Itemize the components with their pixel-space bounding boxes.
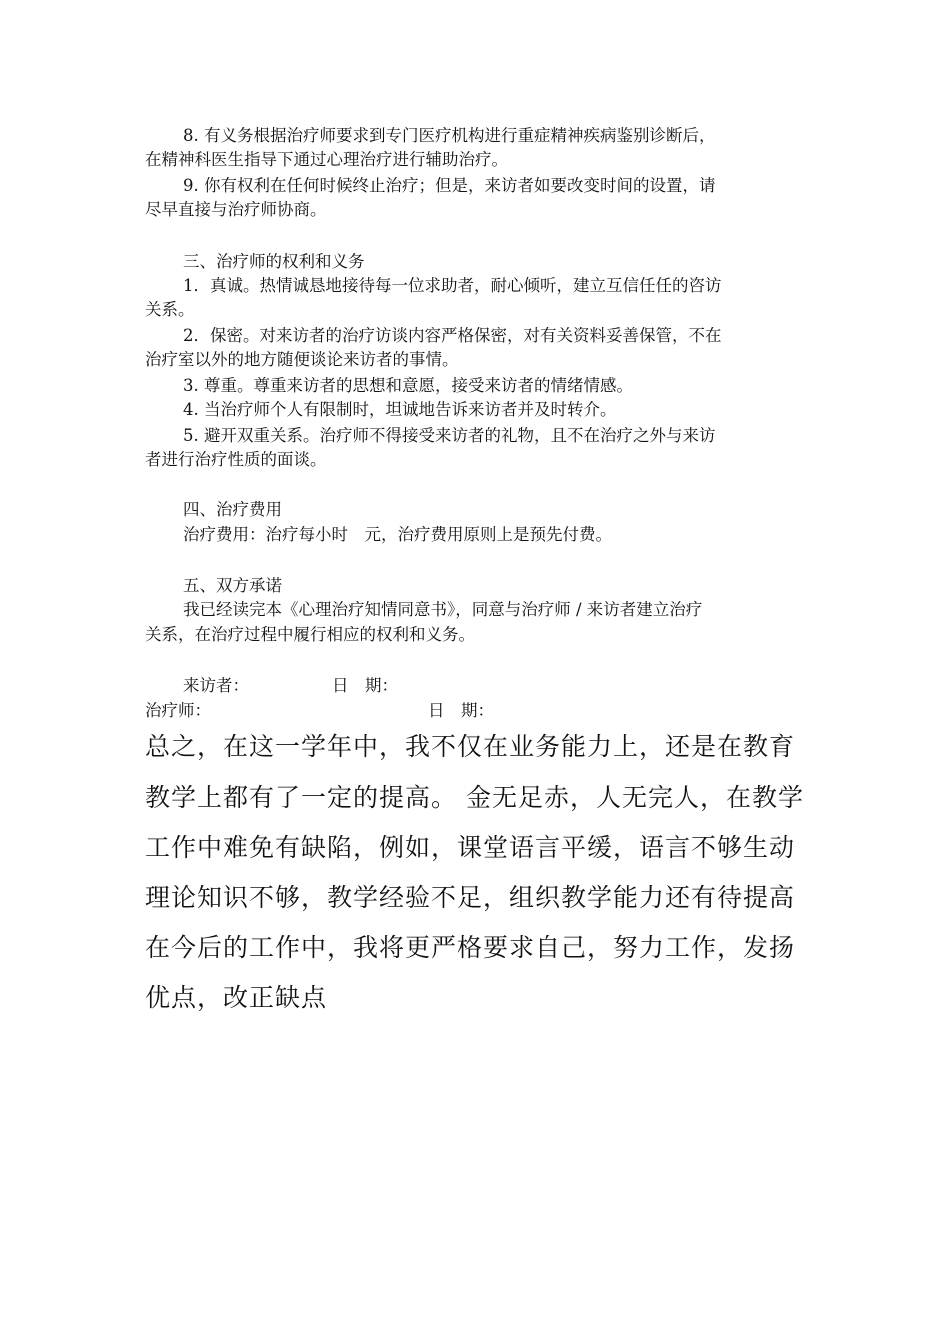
section-3-line: 者进行治疗性质的面谈。: [145, 450, 327, 469]
item-9-line-1: 9. 你有权利在任何时候终止治疗；但是，来访者如要改变时间的设置，请: [183, 176, 716, 195]
summary-line: 理论知识不够，教学经验不足，组织教学能力还有待提高: [145, 883, 796, 912]
item-8-line-2: 在精神科医生指导下通过心理治疗进行辅助治疗。: [145, 150, 508, 169]
therapist-date-label: 日 期：: [428, 701, 494, 720]
summary-line: 工作中难免有缺陷，例如，课堂语言平缓，语言不够生动: [145, 833, 796, 862]
section-3-line: 治疗室以外的地方随便谈论来访者的事情。: [145, 350, 459, 369]
section-3-line: 3. 尊重。尊重来访者的思想和意愿，接受来访者的情绪情感。: [183, 376, 633, 395]
summary-line: 优点，改正缺点: [145, 983, 328, 1012]
section-3-line: 1．真诚。热情诚恳地接待每一位求助者，耐心倾听，建立互信任任的咨访: [183, 276, 722, 295]
summary-line: 在今后的工作中，我将更严格要求自己，努力工作，发扬: [145, 933, 796, 962]
section-4-text: 治疗费用：治疗每小时 元，治疗费用原则上是预先付费。: [183, 525, 612, 544]
item-9-line-2: 尽早直接与治疗师协商。: [145, 200, 327, 219]
section-5-line: 关系，在治疗过程中履行相应的权利和义务。: [145, 625, 475, 644]
section-3-heading: 三、治疗师的权利和义务: [183, 252, 365, 271]
section-3-line: 2．保密。对来访者的治疗访谈内容严格保密，对有关资料妥善保管，不在: [183, 326, 722, 345]
section-3-line: 4. 当治疗师个人有限制时，坦诚地告诉来访者并及时转介。: [183, 400, 617, 419]
visitor-signature-label: 来访者：: [183, 676, 249, 695]
summary-line: 教学上都有了一定的提高。 金无足赤，人无完人，在教学: [145, 783, 804, 812]
visitor-date-label: 日 期：: [332, 676, 398, 695]
item-8-line-1: 8. 有义务根据治疗师要求到专门医疗机构进行重症精神疾病鉴别诊断后，: [183, 126, 716, 145]
section-4-heading: 四、治疗费用: [183, 500, 282, 519]
therapist-signature-label: 治疗师：: [145, 701, 211, 720]
section-5-line: 我已经读完本《心理治疗知情同意书》，同意与治疗师 / 来访者建立治疗: [183, 600, 703, 619]
summary-line: 总之，在这一学年中，我不仅在业务能力上，还是在教育: [145, 732, 796, 761]
section-3-line: 5. 避开双重关系。治疗师不得接受来访者的礼物，且不在治疗之外与来访: [183, 426, 716, 445]
section-5-heading: 五、双方承诺: [183, 576, 282, 595]
section-3-line: 关系。: [145, 300, 195, 319]
